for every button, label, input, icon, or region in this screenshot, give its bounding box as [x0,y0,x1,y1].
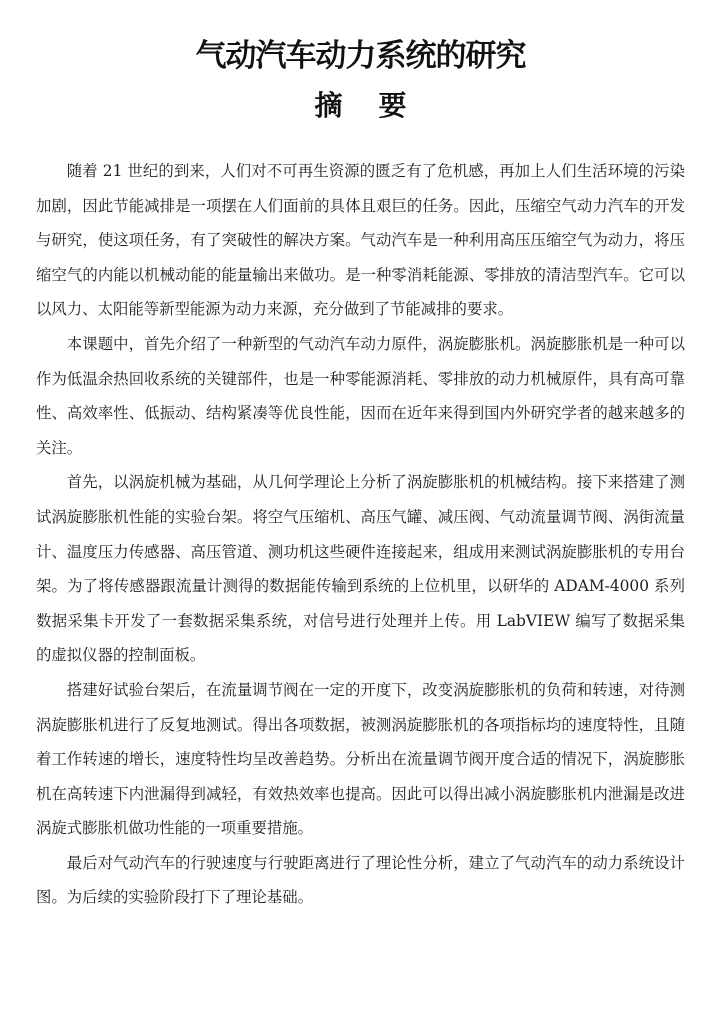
abstract-paragraph-2: 本课题中，首先介绍了一种新型的气动汽车动力原件，涡旋膨胀机。涡旋膨胀机是一种可以作为低温余热回收系统的关键部件，也是一种零能源消耗、零排放的动力机械原件，具有高可靠性、高效率性、低振动、结构紧凑等优良性能，因而在近年来得到国内外研究学者的越来越多的关注。 [36,334,685,457]
abstract-heading: 摘要 [314,89,443,122]
abstract-paragraph-5: 最后对气动汽车的行驶速度与行驶距离进行了理论性分析，建立了气动汽车的动力系统设计图。为后续的实验阶段打下了理论基础。 [36,853,685,907]
document-title: 气动汽车动力系统的研究 [195,38,526,74]
abstract-paragraph-4: 搭建好试验台架后，在流量调节阀在一定的开度下，改变涡旋膨胀机的负荷和转速，对待测涡旋膨胀机进行了反复地测试。得出各项数据，被测涡旋膨胀机的各项指标均的速度特性，且随着工作转速的增长，速度特性均呈改善趋势。分析出在流量调节阀开度合适的情况下，涡旋膨胀机在高转速下内泄漏得到减轻，有效热效率也提高。因此可以得出减小涡旋膨胀机内泄漏是改进涡旋式膨胀机做功性能的一项重要措施。 [36,680,685,838]
abstract-paragraph-1: 随着 21 世纪的到来，人们对不可再生资源的匮乏有了危机感，再加上人们生活环境的污染加剧，因此节能减排是一项摆在人们面前的具体且艰巨的任务。因此，压缩空气动力汽车的开发与研究，使这项任务，有了突破性的解决方案。气动汽车是一种利用高压压缩空气为动力，将压缩空气的内能以机械动能的能量输出来做功。是一种零消耗能源、零排放的清洁型汽车。它可以以风力、太阳能等新型能源为动力来源，充分做到了节能减排的要求。 [36,162,685,319]
abstract-paragraph-3: 首先，以涡旋机械为基础，从几何学理论上分析了涡旋膨胀机的机械结构。接下来搭建了测试涡旋膨胀机性能的实验台架。将空气压缩机、高压气罐、减压阀、气动流量调节阀、涡街流量计、温度压力传感器、高压管道、测功机这些硬件连接起来，组成用来测试涡旋膨胀机的专用台架。为了将传感器跟流量计测得的数据能传输到系统的上位机里，以研华的 ADAM-4000 系列数据采集卡开发了一套数据采集系统，对信号进行处理并上传。用 LabVIEW 编写了数据采集的虚拟仪器的控制面板。 [36,473,685,665]
abstract-body [36,154,685,915]
